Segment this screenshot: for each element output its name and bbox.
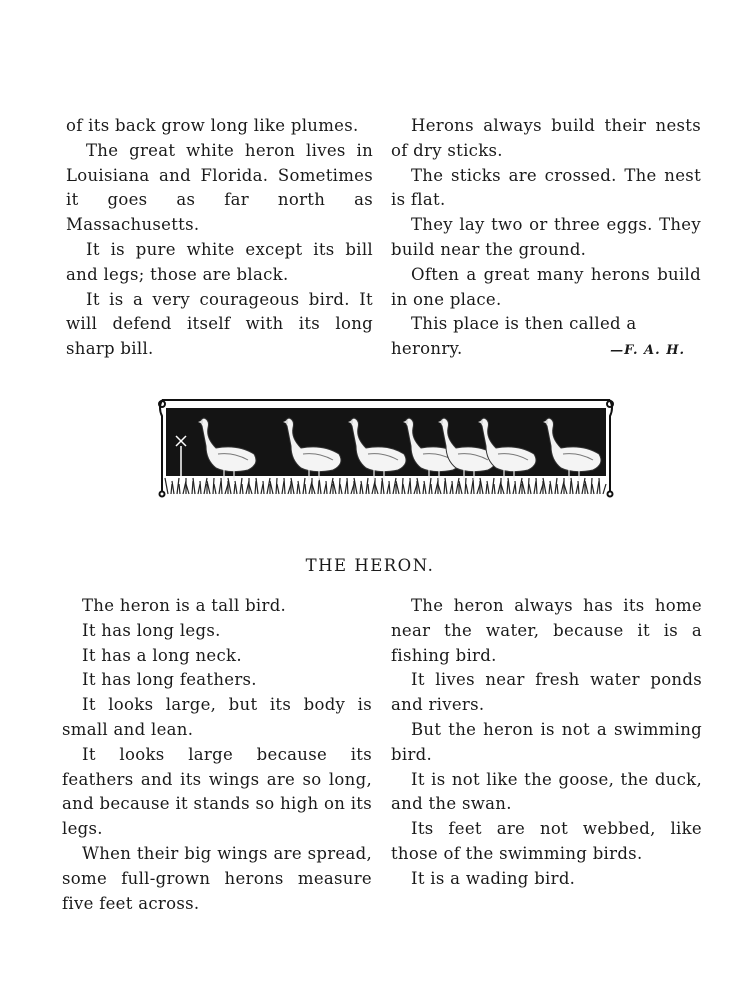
paragraph: It is a very courageous bird. It will defend itself with its long sharp bill. (66, 289, 373, 359)
paragraph: It is a wading bird. (411, 868, 576, 888)
top-left-column (66, 114, 373, 362)
paragraph: of its back grow long like plumes. (66, 116, 359, 135)
paragraph: It looks large, but its body is small and lean. (62, 695, 372, 739)
geese-frieze-illustration (154, 398, 618, 502)
paragraph: This place is then called a heronry. (391, 314, 637, 359)
top-right-column (391, 114, 701, 362)
paragraph: It is pure white except its bill and legs; those are black. (66, 239, 373, 284)
paragraph: But the heron is not a swimming bird. (391, 719, 702, 764)
author-signature: —F. A. H. (610, 343, 685, 359)
paragraph: The heron is a tall bird. (82, 596, 287, 615)
paragraph: It has long legs. (82, 620, 221, 640)
paragraph: Herons always build their nests of dry sticks. (391, 116, 701, 160)
paragraph: Often a great many herons build in one place. (391, 264, 701, 309)
signature-line (391, 312, 701, 362)
paragraph: It has long feathers. (82, 670, 257, 690)
paragraph: It is not like the goose, the duck, and the swan. (391, 769, 702, 814)
bottom-right-column (391, 594, 702, 892)
paragraph: They lay two or three eggs. They build near the ground. (391, 215, 701, 259)
page-title: THE HERON. (305, 556, 435, 575)
paragraph: The great white heron lives in Louisiana and Florida. Sometimes it goes as far north as Massachusetts. (66, 140, 373, 235)
paragraph: Its feet are not webbed, like those of the swimming birds. (391, 819, 702, 863)
paragraph: When their big wings are spread, some full-grown herons measure five feet across. (62, 843, 372, 913)
grass (165, 476, 606, 494)
paragraph: The heron always has its home near the water, because it is a fishing bird. (391, 596, 702, 665)
bottom-left-column (62, 594, 372, 916)
paragraph: The sticks are crossed. The nest is flat. (391, 165, 701, 210)
paragraph: It looks large because its feathers and its wings are so long, and because it stands so high on its legs. (62, 744, 372, 839)
paragraph: It has a long neck. (82, 645, 242, 665)
paragraph: It lives near fresh water ponds and rivers. (391, 670, 702, 715)
